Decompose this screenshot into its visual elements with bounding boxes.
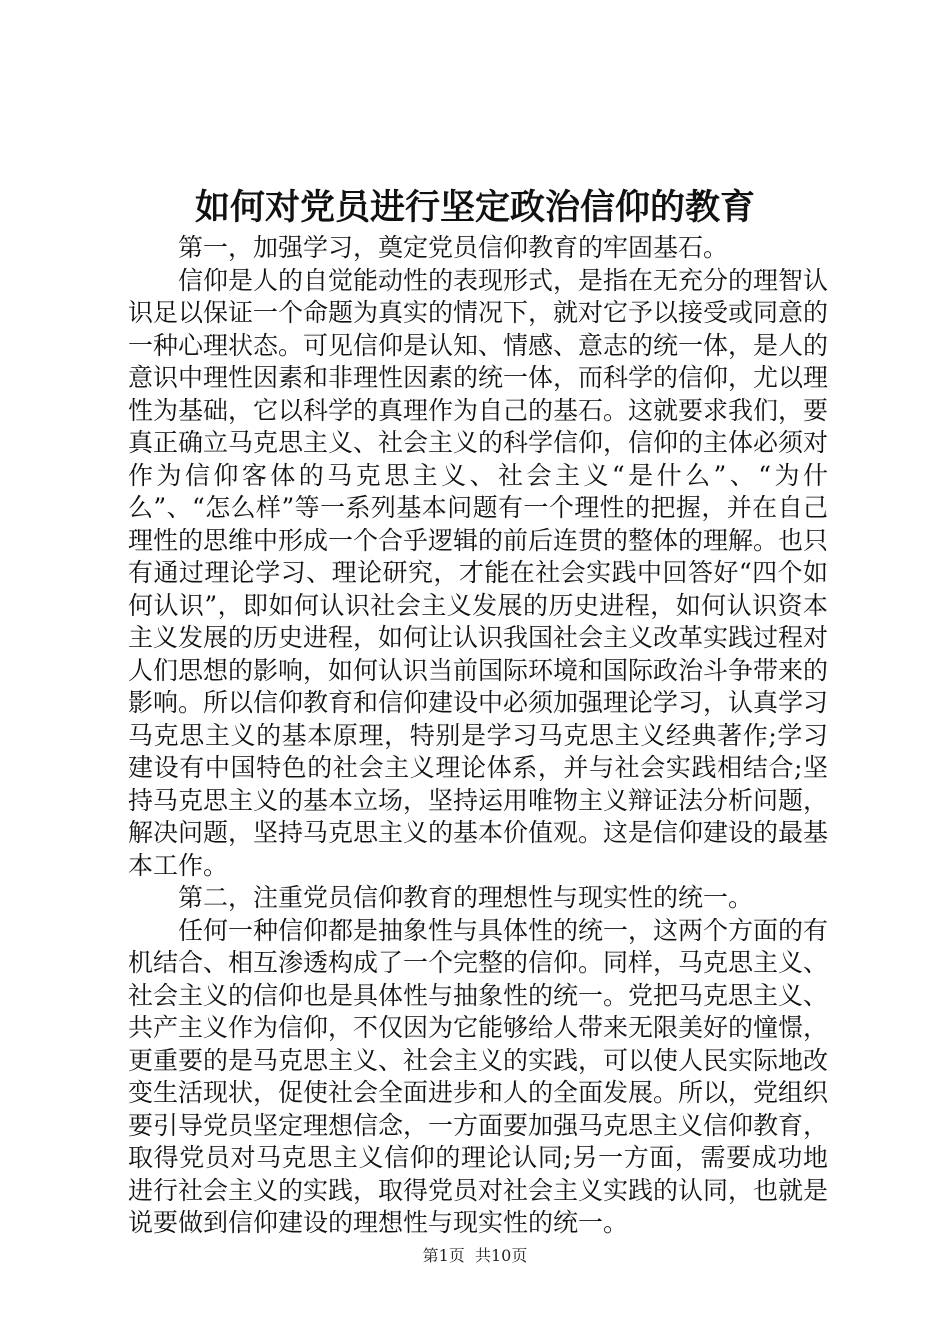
document-title: 如何对党员进行坚定政治信仰的教育 [194, 187, 755, 228]
page-total: 共10页 [474, 1246, 528, 1265]
footer-separator [465, 1246, 475, 1265]
paragraph-body-2: 任何一种信仰都是抽象性与具体性的统一，这两个方面的有机结合、相互渗透构成了一个完整的信仰。同样，马克思主义、社会主义的信仰也是具体性与抽象性的统一。党把马克思主义、共产主义作为信仰，不仅因为它能够给人带来无限美好的憧憬，更重要的是马克思主义、社会主义的实践，可以使人民实际地改变生活现状，促使社会全面进步和人的全面发展。所以，党组织要引导党员坚定理想信念，一方面要加强马克思主义信仰教育，取得党员对马克思主义信仰的理论认同;另一方面，需要成功地进行社会主义的实践，取得党员对社会主义实践的认同，也就是说要做到信仰建设的理想性与现实性的统一。 [128, 915, 829, 1237]
paragraph-heading-1: 第一，加强学习，奠定党员信仰教育的牢固基石。 [178, 233, 729, 262]
paragraph-body-1: 信仰是人的自觉能动性的表现形式，是指在无充分的理智认识足以保证一个命题为真实的情况下，就对它予以接受或同意的一种心理状态。可见信仰是认知、情感、意志的统一体，是人的意识中理性因素和非理性因素的统一体，而科学的信仰，尤以理性为基础，它以科学的真理作为自己的基石。这就要求我们，要真正确立马克思主义、社会主义的科学信仰，信仰的主体必须对作为信仰客体的马克思主义、社会主义“是什么”、“为什么”、“怎么样”等一系列基本问题有一个理性的把握，并在自己理性的思维中形成一个合乎逻辑的前后连贯的整体的理解。也只有通过理论学习、理论研究，才能在社会实践中回答好“四个如何认识”，即如何认识社会主义发展的历史进程，如何认识资本主义发展的历史进程，如何让认识我国社会主义改革实践过程对人们思想的影响，如何认识当前国际环境和国际政治斗争带来的影响。所以信仰教育和信仰建设中必须加强理论学习，认真学习马克思主义的基本原理，特别是学习马克思主义经典著作;学习建设有中国特色的社会主义理论体系，并与社会实践相结合;坚持马克思主义的基本立场，坚持运用唯物主义辩证法分析问题，解决问题，坚持马克思主义的基本价值观。这是信仰建设的最基本工作。 [128, 265, 829, 880]
page-number: 第1页 [422, 1246, 465, 1265]
page-footer [0, 1245, 950, 1267]
paragraph-heading-2: 第二，注重党员信仰教育的理想性与现实性的统一。 [178, 883, 754, 912]
document-body [128, 232, 828, 1240]
